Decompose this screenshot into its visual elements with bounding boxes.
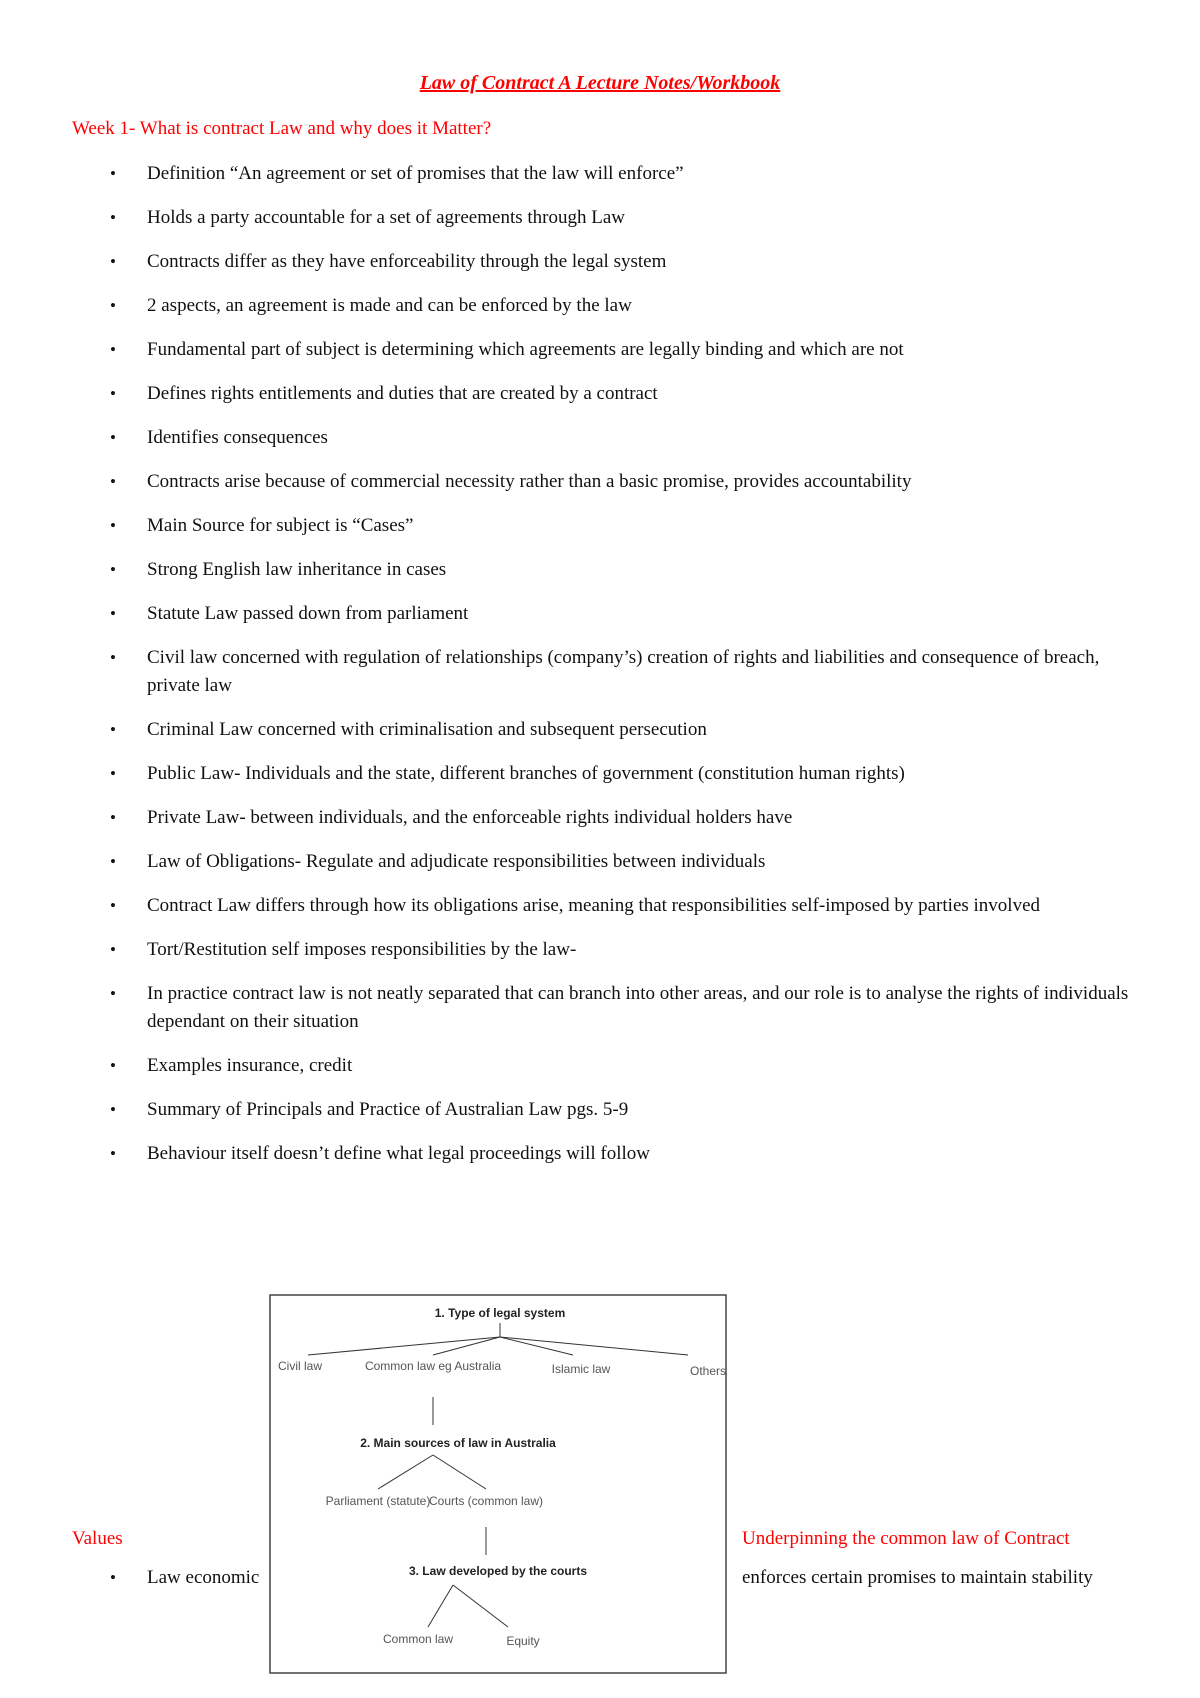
bullet-glyph: • (110, 208, 116, 227)
bullet-glyph: • (110, 164, 116, 183)
bullet-glyph: • (110, 1144, 116, 1163)
bullet-glyph: • (110, 808, 116, 827)
diagram-level3: 3. Law developed by the courts (408, 1564, 588, 1578)
bullet-glyph: • (110, 984, 116, 1003)
bullet-text: Summary of Principals and Practice of Australian Law pgs. 5-9 (147, 1099, 629, 1120)
bullet-item (72, 804, 1132, 832)
diagram-common-law-leaf: Common law (382, 1632, 454, 1646)
bullet-item (72, 160, 1132, 188)
diagram-parliament: Parliament (statute) (325, 1494, 431, 1508)
bullet-text: Examples insurance, credit (147, 1055, 353, 1076)
bullet-text: Public Law- Individuals and the state, different branches of government (constitution human rights) (147, 763, 905, 784)
bullet-glyph: • (110, 1100, 116, 1119)
bullet-item (72, 556, 1132, 584)
bullet-item (72, 248, 1132, 276)
bullet-glyph: • (110, 340, 116, 359)
bullet-item (72, 848, 1132, 876)
underpinning-heading: Underpinning the common law of Contract (742, 1528, 1070, 1549)
bullet-text: Holds a party accountable for a set of agreements through Law (147, 207, 625, 228)
diagram-level1: 1. Type of legal system (434, 1306, 566, 1320)
bullet-item (72, 980, 1132, 1036)
bullet-text: Tort/Restitution self imposes responsibilities by the law- (147, 939, 577, 960)
bullet-text: Behaviour itself doesn’t define what legal proceedings will follow (147, 1143, 651, 1164)
bullet-text: Contracts arise because of commercial necessity rather than a basic promise, provides accountability (147, 471, 912, 492)
bullet-item (72, 936, 1132, 964)
bullet-item (72, 1140, 1132, 1168)
legal-system-diagram (268, 1293, 728, 1675)
diagram-equity: Equity (506, 1634, 540, 1648)
bullet-item (72, 512, 1132, 540)
bullet-glyph: • (110, 560, 116, 579)
bullet-text: Strong English law inheritance in cases (147, 559, 447, 580)
bullet-text: Contract Law differs through how its obligations arise, meaning that responsibilities self-imposed by parties involved (147, 895, 1041, 916)
bullet-text: Contracts differ as they have enforceability through the legal system (147, 251, 667, 272)
bullet-item (72, 1096, 1132, 1124)
bullet-glyph: • (110, 1568, 116, 1587)
bullet-item (72, 1052, 1132, 1080)
bullet-glyph: • (110, 764, 116, 783)
bullet-glyph: • (110, 940, 116, 959)
bullet-glyph: • (110, 648, 116, 667)
bullet-text: Identifies consequences (147, 427, 328, 448)
bullet-glyph: • (110, 720, 116, 739)
bullet-text: Definition “An agreement or set of promises that the law will enforce” (147, 163, 684, 184)
bullet-glyph: • (110, 472, 116, 491)
bullet-item (72, 204, 1132, 232)
bullet-item (72, 468, 1132, 496)
bullet-text: Defines rights entitlements and duties that are created by a contract (147, 383, 658, 404)
bullet-item (72, 892, 1132, 920)
bullet-glyph: • (110, 896, 116, 915)
bullet-item (72, 760, 1132, 788)
bullet-text: Private Law- between individuals, and the enforceable rights individual holders have (147, 807, 793, 828)
bullet-item (72, 600, 1132, 628)
bullet-item (72, 292, 1132, 320)
bullet-glyph: • (110, 296, 116, 315)
bullet-glyph: • (110, 252, 116, 271)
bullet-text: Main Source for subject is “Cases” (147, 515, 414, 536)
bullet-glyph: • (110, 1056, 116, 1075)
diagram-common-law: Common law eg Australia (364, 1359, 502, 1373)
diagram-civil-law: Civil law (277, 1359, 323, 1373)
bullet-text: Civil law concerned with regulation of relationships (company’s) creation of rights and liabilities and consequence of breach, private law (147, 647, 1100, 696)
document-title: Law of Contract A Lecture Notes/Workbook (419, 72, 781, 94)
bullet-list (72, 160, 1132, 1184)
bullet-text: Law of Obligations- Regulate and adjudicate responsibilities between individuals (147, 851, 766, 872)
diagram-islamic-law: Islamic law (551, 1362, 611, 1376)
diagram-courts: Courts (common law) (428, 1494, 544, 1508)
bullet-text: Criminal Law concerned with criminalisation and subsequent persecution (147, 719, 707, 740)
bullet-item (72, 716, 1132, 744)
week-heading: Week 1- What is contract Law and why does it Matter? (72, 118, 492, 139)
bullet-glyph: • (110, 384, 116, 403)
bullet-text: Fundamental part of subject is determining which agreements are legally binding and which are not (147, 339, 904, 360)
values-heading: Values (72, 1528, 123, 1549)
bullet-glyph: • (110, 604, 116, 623)
bullet-glyph: • (110, 852, 116, 871)
bullet-glyph: • (110, 516, 116, 535)
bullet-text: Statute Law passed down from parliament (147, 603, 469, 624)
diagram-others: Others (689, 1364, 727, 1378)
bullet-text: In practice contract law is not neatly separated that can branch into other areas, and our role is to analyse the rights of individuals dependant on their situation (147, 983, 1129, 1032)
bullet-item (72, 424, 1132, 452)
bullet-item (72, 336, 1132, 364)
bullet-item (72, 644, 1132, 700)
bullet-text: 2 aspects, an agreement is made and can be enforced by the law (147, 295, 632, 316)
bullet-item (72, 380, 1132, 408)
underpinning-text: enforces certain promises to maintain stability (742, 1567, 1093, 1588)
diagram-level2: 2. Main sources of law in Australia (360, 1436, 556, 1450)
bullet-glyph: • (110, 428, 116, 447)
values-bullet-text: Law economic (147, 1567, 260, 1588)
